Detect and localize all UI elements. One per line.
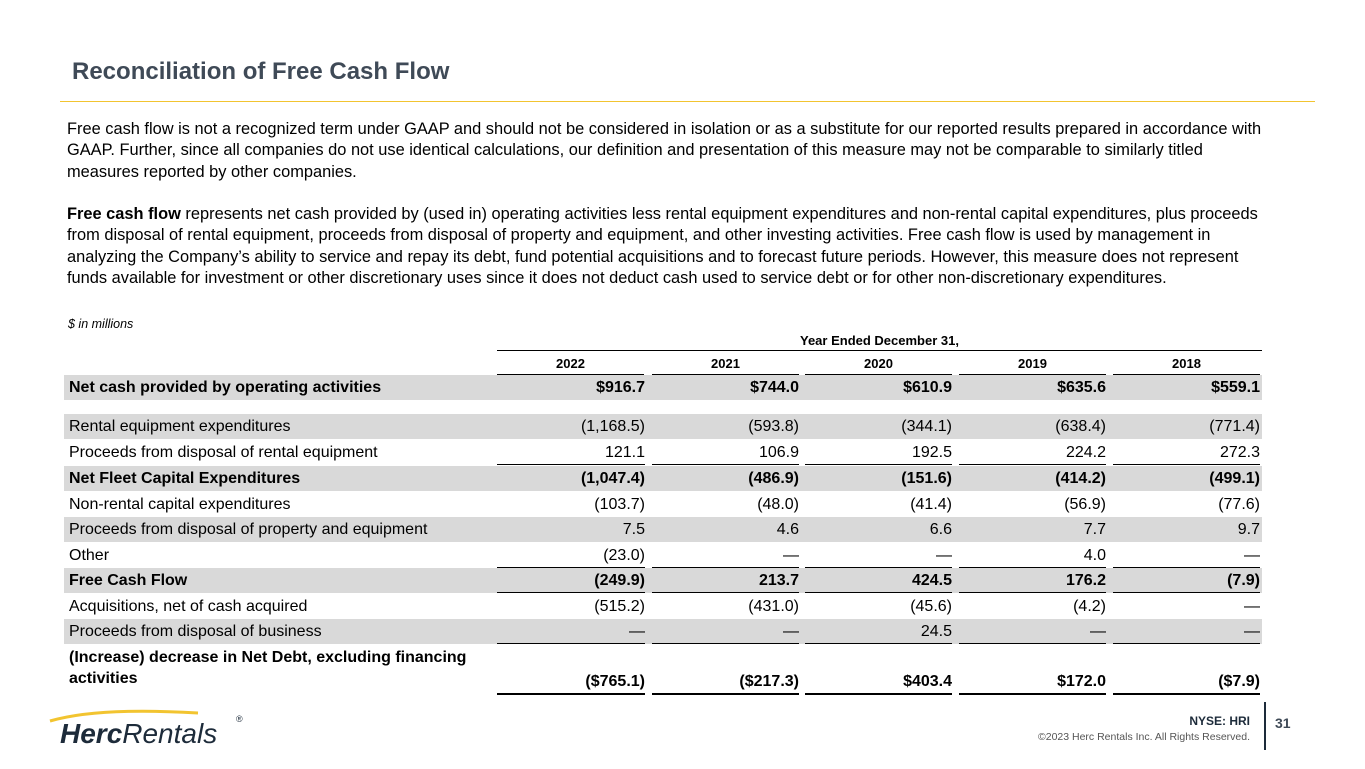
table-row bbox=[64, 517, 1262, 542]
period-header-rule bbox=[497, 350, 1262, 351]
logo-herc: Herc bbox=[60, 718, 123, 749]
cell-2020: (41.4) bbox=[910, 496, 952, 513]
year-header-2020: 2020 bbox=[864, 356, 893, 371]
table-row bbox=[64, 568, 1262, 593]
cell-2022: (1,047.4) bbox=[580, 470, 645, 487]
cell-2021: $744.0 bbox=[750, 379, 799, 396]
year-header-2019: 2019 bbox=[1018, 356, 1047, 371]
cell-2018: (499.1) bbox=[1209, 470, 1260, 487]
cell-2020: 424.5 bbox=[911, 572, 952, 589]
cell-2020: 24.5 bbox=[920, 623, 952, 640]
row-label: Net cash provided by operating activities bbox=[69, 379, 382, 396]
row-label: Free Cash Flow bbox=[69, 572, 188, 589]
table-row bbox=[64, 492, 1262, 517]
cell-2020: — bbox=[936, 547, 952, 564]
cell-2021: — bbox=[783, 547, 799, 564]
row-label: Rental equipment expenditures bbox=[69, 418, 291, 435]
cell-2021: 213.7 bbox=[758, 572, 799, 589]
cell-2018: — bbox=[1244, 547, 1260, 564]
cell-2021: (48.0) bbox=[757, 496, 799, 513]
table-row bbox=[64, 466, 1262, 491]
cell-2020: 192.5 bbox=[911, 444, 952, 461]
table-row bbox=[64, 375, 1262, 400]
cell-2020: (344.1) bbox=[901, 418, 952, 435]
cell-2020: (45.6) bbox=[910, 598, 952, 615]
subtotal-rule bbox=[1113, 592, 1260, 593]
total-double-rule bbox=[1113, 693, 1260, 695]
cell-2022: (1,168.5) bbox=[580, 418, 645, 435]
cell-2021: ($217.3) bbox=[739, 673, 799, 690]
table-row bbox=[64, 414, 1262, 439]
cell-2020: 6.6 bbox=[929, 521, 952, 538]
cell-2019: (414.2) bbox=[1055, 470, 1106, 487]
cell-2022: ($765.1) bbox=[585, 673, 645, 690]
definition-body: represents net cash provided by (used in) operating activities less rental equipment expenditures and non-rental capital expenditures, plus proceeds from disposal of rental equipment, proceeds from disposal of property and equipment, and other investing activities. Free cash flow is used by management in analyzing the Company’s ability to service and repay its debt, fund potential acquisitions and to forecast future periods. However, this measure does not represent funds available for investment or other discretionary uses since it does not deduct cash used to service debt or for other non-discretionary expenditures. bbox=[67, 205, 1258, 288]
period-header: Year Ended December 31, bbox=[800, 333, 959, 348]
year-header-2021: 2021 bbox=[711, 356, 740, 371]
year-header-2022: 2022 bbox=[556, 356, 585, 371]
subtotal-rule bbox=[959, 464, 1106, 465]
footer-divider bbox=[1264, 702, 1266, 750]
row-label: Proceeds from disposal of business bbox=[69, 623, 322, 640]
subtotal-rule bbox=[497, 592, 645, 593]
herc-rentals-logo bbox=[48, 709, 248, 749]
subtotal-rule bbox=[959, 592, 1106, 593]
cell-2022: (103.7) bbox=[594, 496, 645, 513]
page-title: Reconciliation of Free Cash Flow bbox=[72, 58, 450, 85]
row-label: Non-rental capital expenditures bbox=[69, 496, 291, 513]
cell-2018: — bbox=[1244, 598, 1260, 615]
cell-2018: $559.1 bbox=[1211, 379, 1260, 396]
cell-2018: (771.4) bbox=[1209, 418, 1260, 435]
row-label: Proceeds from disposal of rental equipment bbox=[69, 444, 378, 461]
table-row bbox=[64, 619, 1262, 644]
cell-2021: (486.9) bbox=[748, 470, 799, 487]
cell-2019: $635.6 bbox=[1057, 379, 1106, 396]
cell-2018: 272.3 bbox=[1219, 444, 1260, 461]
copyright: ©2023 Herc Rentals Inc. All Rights Reserved. bbox=[1038, 731, 1250, 743]
cell-2019: — bbox=[1090, 623, 1106, 640]
cell-2018: ($7.9) bbox=[1218, 673, 1260, 690]
cell-2019: (638.4) bbox=[1055, 418, 1106, 435]
cell-2018: 9.7 bbox=[1237, 521, 1260, 538]
cell-2018: (7.9) bbox=[1227, 572, 1260, 589]
cell-2022: 7.5 bbox=[622, 521, 645, 538]
row-label: Other bbox=[69, 547, 110, 564]
cell-2018: — bbox=[1244, 623, 1260, 640]
cell-2021: — bbox=[783, 623, 799, 640]
table-row bbox=[64, 594, 1262, 619]
cell-2022: (23.0) bbox=[603, 547, 645, 564]
logo-rentals: Rentals bbox=[122, 718, 218, 749]
table-row bbox=[64, 543, 1262, 568]
cell-2019: 224.2 bbox=[1065, 444, 1106, 461]
cell-2021: 106.9 bbox=[758, 444, 799, 461]
subtotal-rule bbox=[805, 592, 952, 593]
row-label: Acquisitions, net of cash acquired bbox=[69, 598, 308, 615]
cell-2019: 176.2 bbox=[1065, 572, 1106, 589]
cell-2021: (593.8) bbox=[748, 418, 799, 435]
cell-2020: $610.9 bbox=[903, 379, 952, 396]
row-label: (Increase) decrease in Net Debt, excluding financing activities bbox=[69, 649, 467, 687]
row-label: Proceeds from disposal of property and equipment bbox=[69, 521, 428, 538]
definition-paragraph bbox=[67, 204, 1267, 290]
subtotal-rule bbox=[805, 464, 952, 465]
registered-mark: ® bbox=[236, 714, 243, 724]
units-note: $ in millions bbox=[68, 317, 134, 331]
total-double-rule bbox=[652, 693, 799, 695]
stock-ticker: NYSE: HRI bbox=[1189, 714, 1250, 728]
cell-2022: 121.1 bbox=[604, 444, 645, 461]
cell-2019: 4.0 bbox=[1083, 547, 1106, 564]
cell-2021: 4.6 bbox=[776, 521, 799, 538]
cell-2022: (249.9) bbox=[594, 572, 645, 589]
cell-2022: — bbox=[629, 623, 645, 640]
subtotal-rule bbox=[497, 464, 645, 465]
cell-2019: (4.2) bbox=[1073, 598, 1106, 615]
cell-2022: (515.2) bbox=[594, 598, 645, 615]
year-header-2018: 2018 bbox=[1172, 356, 1201, 371]
cell-2022: $916.7 bbox=[596, 379, 645, 396]
cell-2019: 7.7 bbox=[1083, 521, 1106, 538]
table-row bbox=[64, 440, 1262, 465]
title-divider bbox=[60, 101, 1315, 102]
subtotal-rule bbox=[652, 592, 799, 593]
total-double-rule bbox=[959, 693, 1106, 695]
total-double-rule bbox=[497, 693, 645, 695]
table-row bbox=[64, 644, 1262, 694]
intro-paragraph: Free cash flow is not a recognized term under GAAP and should not be considered in isolation or as a substitute for our reported results prepared in accordance with GAAP. Further, since all companies do not use identical calculations, our definition and presentation of this measure may not be comparable to similarly titled measures reported by other companies. bbox=[67, 120, 1262, 181]
total-double-rule bbox=[805, 693, 952, 695]
cell-2018: (77.6) bbox=[1218, 496, 1260, 513]
row-label: Net Fleet Capital Expenditures bbox=[69, 470, 301, 487]
cell-2021: (431.0) bbox=[748, 598, 799, 615]
cell-2019: (56.9) bbox=[1064, 496, 1106, 513]
subtotal-rule bbox=[1113, 464, 1260, 465]
definition-term: Free cash flow bbox=[67, 205, 181, 223]
cell-2020: (151.6) bbox=[901, 470, 952, 487]
cell-2019: $172.0 bbox=[1057, 673, 1106, 690]
page-number: 31 bbox=[1275, 715, 1291, 731]
cell-2020: $403.4 bbox=[903, 673, 952, 690]
subtotal-rule bbox=[652, 464, 799, 465]
